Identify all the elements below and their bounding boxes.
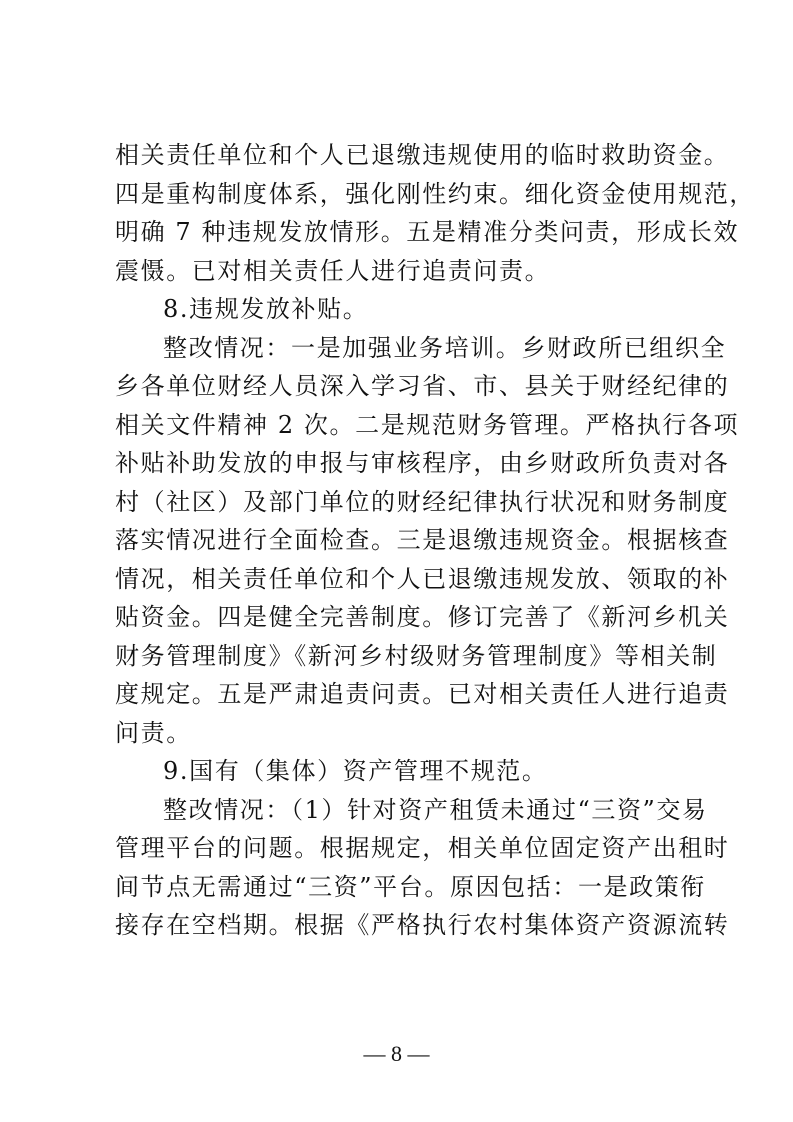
text-line-4: 震慑。已对相关责任人进行追责问责。 bbox=[115, 256, 551, 285]
text-line-18: 整改情况：（1）针对资产租赁未通过“三资”交易 bbox=[163, 795, 708, 824]
section-heading-9: 9.国有（集体）资产管理不规范。 bbox=[163, 757, 548, 785]
text-line-3: 明确 7 种违规发放情形。五是精准分类问责，形成长效 bbox=[115, 218, 740, 246]
section-heading-8: 8.违规发放补贴。 bbox=[163, 295, 369, 323]
text-line-19: 管理平台的问题。根据规定，相关单位固定资产出租时 bbox=[115, 834, 730, 862]
text-line-2: 四是重构制度体系，强化刚性约束。细化资金使用规范， bbox=[115, 179, 755, 208]
text-line-8: 相关文件精神 2 次。二是规范财务管理。严格执行各项 bbox=[115, 410, 740, 439]
text-line-20: 间节点无需通过“三资”平台。原因包括：一是政策衔 bbox=[115, 872, 706, 901]
text-line-6: 整改情况：一是加强业务培训。乡财政所已组织全 bbox=[163, 333, 727, 362]
text-line-10: 村（社区）及部门单位的财经纪律执行状况和财务制度 bbox=[115, 487, 730, 516]
text-line-1: 相关责任单位和个人已退缴违规使用的临时救助资金。 bbox=[115, 141, 730, 169]
text-line-12: 情况，相关责任单位和个人已退缴违规发放、领取的补 bbox=[115, 564, 730, 593]
text-line-9: 补贴补助发放的申报与审核程序，由乡财政所负责对各 bbox=[115, 449, 730, 477]
text-line-15: 度规定。五是严肃追责问责。已对相关责任人进行追责 bbox=[115, 680, 730, 708]
text-line-14: 财务管理制度》《新河乡村级财务管理制度》等相关制 bbox=[115, 641, 718, 670]
text-line-13: 贴资金。四是健全完善制度。修订完善了《新河乡机关 bbox=[115, 603, 730, 631]
page-number: — 8 — bbox=[363, 1041, 430, 1066]
text-line-7: 乡各单位财经人员深入学习省、市、县关于财经纪律的 bbox=[115, 372, 730, 400]
text-line-16: 问责。 bbox=[115, 718, 192, 747]
document-body bbox=[115, 136, 755, 945]
text-line-11: 落实情况进行全面检查。三是退缴违规资金。根据核查 bbox=[115, 526, 730, 554]
text-line-21: 接存在空档期。根据《严格执行农村集体资产资源流转 bbox=[115, 911, 730, 939]
